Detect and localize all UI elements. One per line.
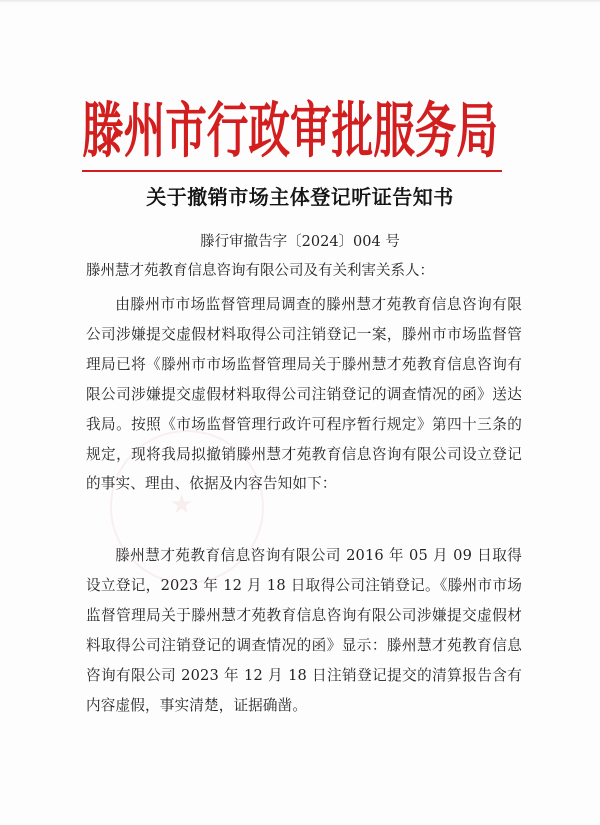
body-paragraph-1: 由滕州市市场监督管理局调查的滕州慧才苑教育信息咨询有限公司涉嫌提交虚假材料取得公司注销登记一案，滕州市市场监督管理局已将《滕州市市场监督管理局关于滕州慧才苑教育信息咨询有限公司涉嫌提交虚假材料取得公司注销登记的调查情况的函》送达我局。按照《市场监督管理行政许可程序暂行规定》第四十三条的规定，现将我局拟撤销滕州慧才苑教育信息咨询有限公司设立登记的事实、理由、依据及内容告知如下： bbox=[86, 296, 522, 493]
document-title: 关于撤销市场主体登记听证告知书 bbox=[146, 185, 454, 209]
document-number: 滕行审撤告字〔2024〕004 号 bbox=[200, 234, 400, 250]
letterhead-org-name: 滕州市行政审批服务局 bbox=[82, 96, 498, 167]
faint-stamp-star-icon: ★ bbox=[170, 490, 194, 520]
letterhead-red-rule bbox=[82, 170, 502, 172]
scan-edge bbox=[0, 0, 600, 3]
letterhead bbox=[82, 92, 498, 170]
body-paragraph-2: 滕州慧才苑教育信息咨询有限公司 2016 年 05 月 09 日取得设立登记，2023 年 12 月 18 日取得公司注销登记。《滕州市市场监督管理局关于滕州慧才苑教育信息咨询有限公司涉嫌提交虚假材料取得公司注销登记的调查情况的函》显示：滕州慧才苑教育信息咨询有限公司 2023 年 12 月 18 日注销登记提交的清算报告含有内容虚假，事实清楚，证据确凿。 bbox=[86, 547, 522, 714]
document-addressee: 滕州慧才苑教育信息咨询有限公司及有关利害关系人： bbox=[86, 263, 434, 279]
